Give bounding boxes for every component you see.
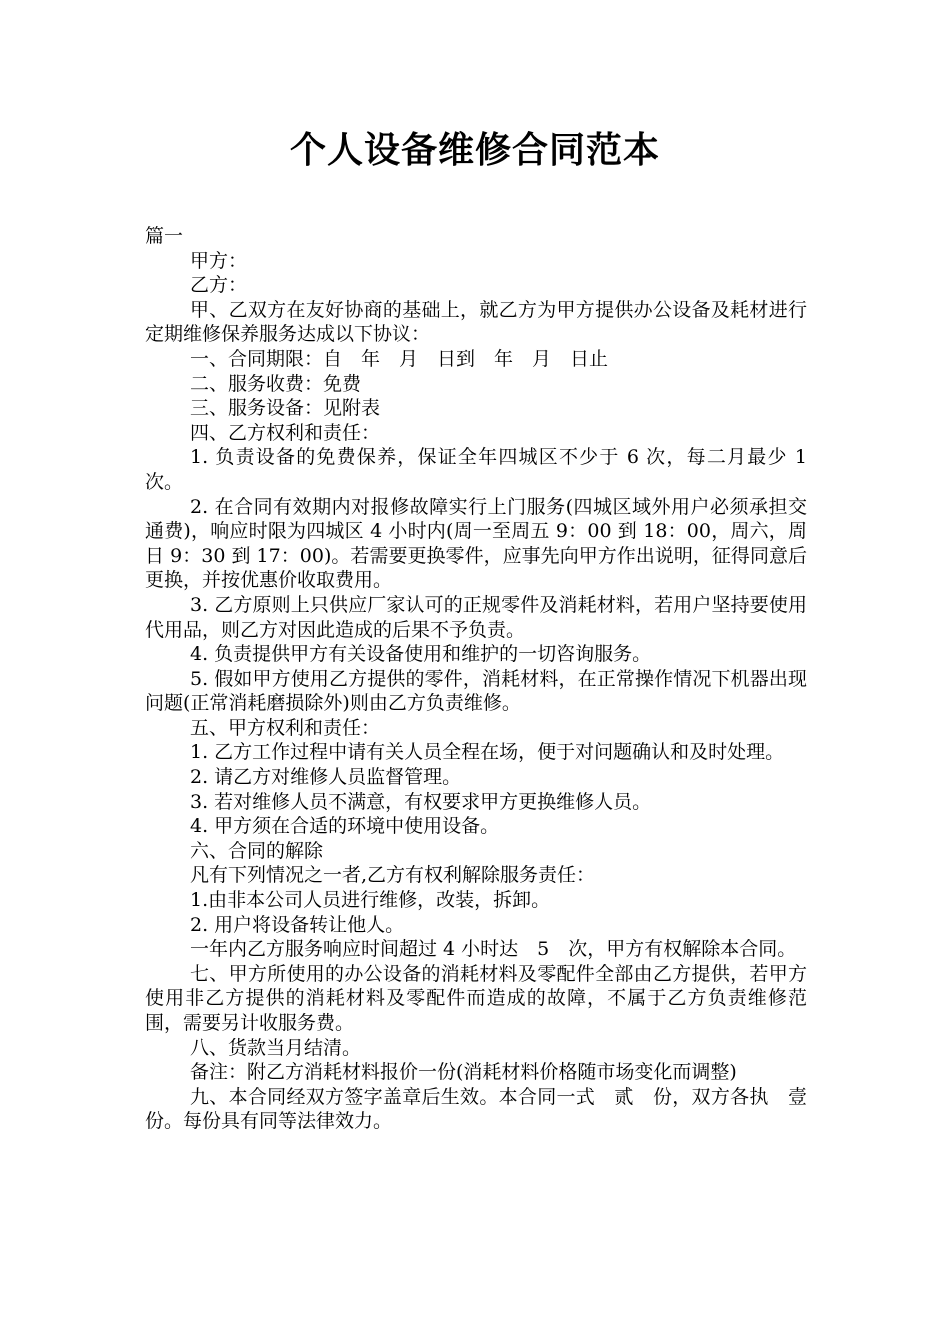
paragraph: 三、服务设备：见附表 xyxy=(190,397,381,420)
paragraph: 凡有下列情况之一者,乙方有权利解除服务责任： xyxy=(190,864,596,887)
document-title: 个人设备维修合同范本 xyxy=(289,130,660,171)
paragraph: 二、服务收费：免费 xyxy=(190,372,362,395)
paragraph: 乙方： xyxy=(190,274,248,297)
paragraph: 篇一 xyxy=(145,225,184,247)
paragraph: 甲、乙双方在友好协商的基础上，就乙方为甲方提供办公设备及耗材进行定期维修保养服务达成以下协议： xyxy=(145,298,807,346)
paragraph: 3. 若对维修人员不满意，有权要求甲方更换维修人员。 xyxy=(190,790,652,813)
paragraph: 2. 在合同有效期内对报修故障实行上门服务(四城区域外用户必须承担交通费)，响应时限为四城区 4 小时内(周一至周五 9：00 到 18：00，周六，周日 9：30 到 17：00)。若需要更换零件，应事先向甲方作出说明，征得同意后更换，并按优惠价收取费用。 xyxy=(145,495,807,592)
paragraph: 4. 负责提供甲方有关设备使用和维护的一切咨询服务。 xyxy=(190,643,652,666)
paragraph: 一、合同期限：自 年 月 日到 年 月 日止 xyxy=(190,347,609,370)
paragraph: 八、货款当月结清。 xyxy=(190,1036,362,1059)
paragraph: 4. 甲方须在合适的环境中使用设备。 xyxy=(190,815,500,838)
document-body xyxy=(145,224,827,1134)
paragraph: 1. 负责设备的免费保养，保证全年四城区不少于 6 次，每二月最少 1 次。 xyxy=(145,446,807,493)
paragraph: 2. 请乙方对维修人员监督管理。 xyxy=(190,766,462,789)
paragraph: 1. 乙方工作过程中请有关人员全程在场，便于对问题确认和及时处理。 xyxy=(190,741,785,764)
paragraph: 一年内乙方服务响应时间超过 4 小时达 5 次，甲方有权解除本合同。 xyxy=(190,938,797,961)
paragraph: 甲方： xyxy=(190,249,248,272)
paragraph: 5. 假如甲方使用乙方提供的零件，消耗材料，在正常操作情况下机器出现问题(正常消耗磨损除外)则由乙方负责维修。 xyxy=(145,667,807,715)
paragraph: 3. 乙方原则上只供应厂家认可的正规零件及消耗材料，若用户坚持要使用代用品，则乙方对因此造成的后果不予负责。 xyxy=(145,593,807,641)
paragraph: 四、乙方权利和责任： xyxy=(190,421,381,444)
paragraph: 九、本合同经双方签字盖章后生效。本合同一式 贰 份，双方各执 壹 份。每份具有同等法律效力。 xyxy=(145,1085,827,1133)
paragraph: 五、甲方权利和责任： xyxy=(190,716,381,739)
paragraph: 2. 用户将设备转让他人。 xyxy=(190,913,405,936)
paragraph: 备注：附乙方消耗材料报价一份(消耗材料价格随市场变化而调整) xyxy=(190,1061,737,1084)
paragraph: 1.由非本公司人员进行维修，改装，拆卸。 xyxy=(190,889,551,912)
paragraph: 六、合同的解除 xyxy=(190,839,324,862)
paragraph: 七、甲方所使用的办公设备的消耗材料及零配件全部由乙方提供，若甲方使用非乙方提供的消耗材料及零配件而造成的故障，不属于乙方负责维修范围，需要另计收服务费。 xyxy=(145,962,807,1034)
